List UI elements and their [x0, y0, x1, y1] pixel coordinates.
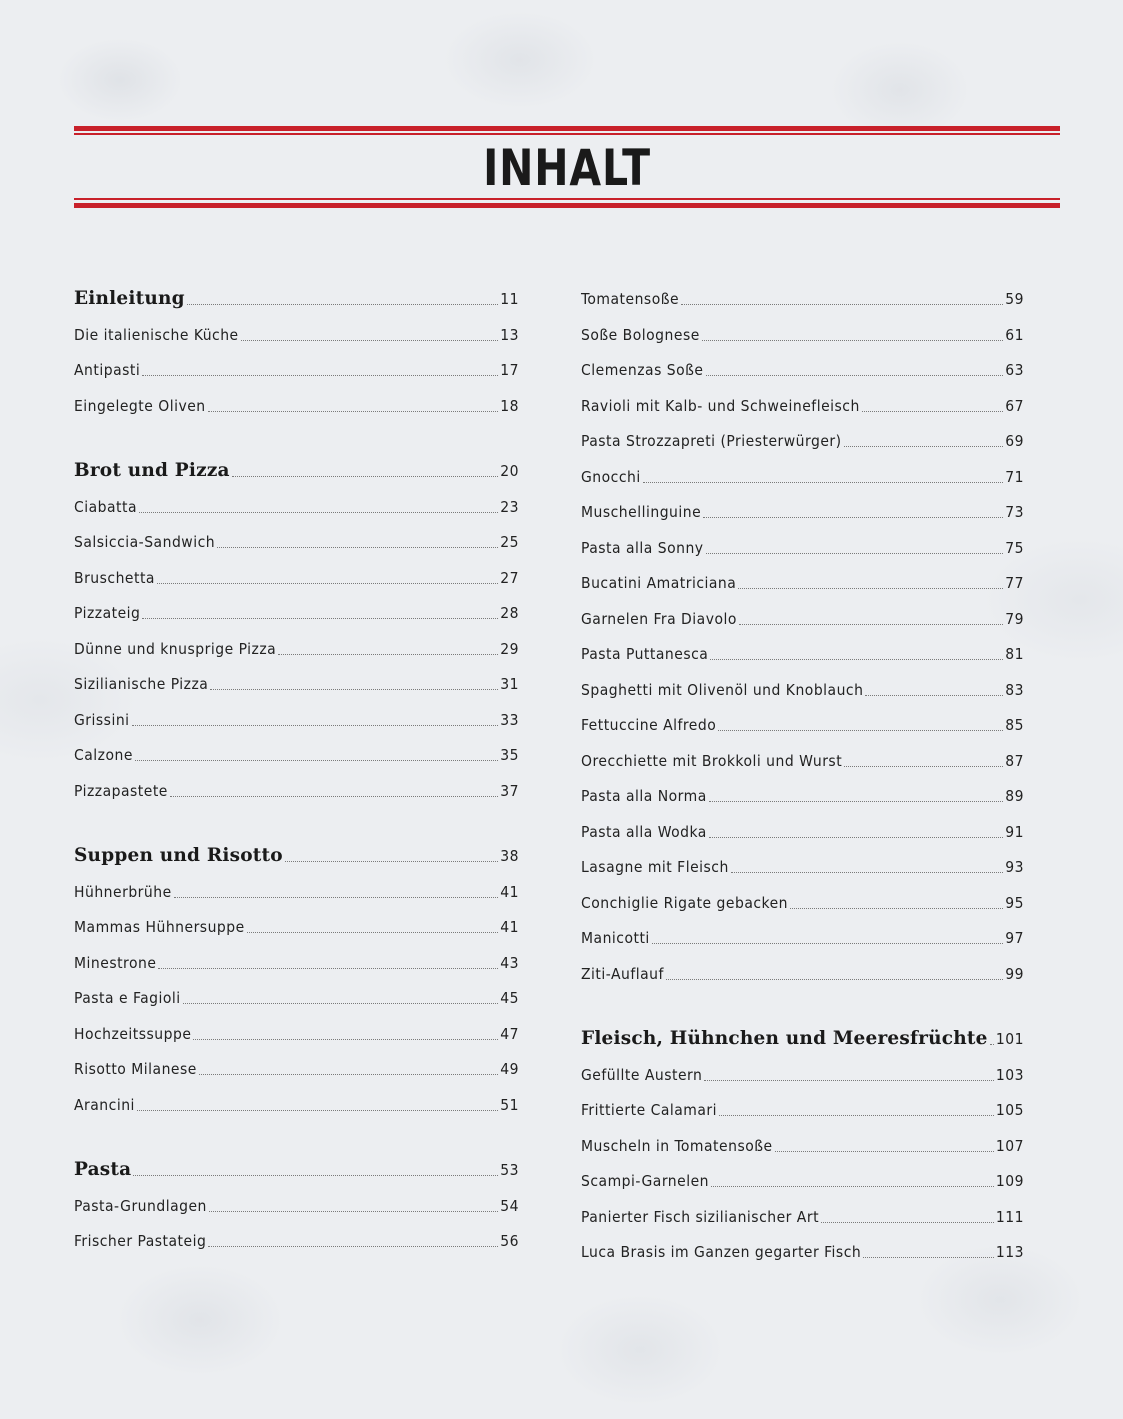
toc-dot-leader	[704, 1079, 994, 1081]
toc-entry-title: Fettuccine Alfredo	[581, 716, 717, 734]
toc-dot-leader	[133, 1174, 498, 1176]
toc-entry-title: Pasta e Fagioli	[74, 989, 181, 1007]
toc-entry-title: Sizilianische Pizza	[74, 675, 209, 693]
toc-dot-leader	[706, 374, 1004, 376]
toc-page-number: 37	[500, 781, 519, 800]
toc-dot-leader	[719, 1114, 994, 1116]
toc-entry	[74, 593, 519, 623]
toc-entry-title: Gefüllte Austern	[581, 1065, 703, 1084]
toc-page-number: 20	[500, 462, 519, 480]
toc-page-number: 95	[1005, 893, 1024, 912]
toc-page-number: 75	[1005, 538, 1024, 557]
toc-dot-leader	[137, 1109, 498, 1111]
toc-entry	[74, 1014, 519, 1044]
toc-page-number: 79	[1005, 609, 1024, 628]
toc-page-number: 25	[500, 533, 519, 551]
toc-section-title: Suppen und Risotto	[74, 845, 283, 866]
toc-page-number: 54	[500, 1196, 519, 1215]
toc-dot-leader	[790, 907, 1003, 909]
toc-page-number: 51	[500, 1095, 519, 1114]
toc-entry-title: Risotto Milanese	[74, 1060, 197, 1078]
toc-entry	[581, 634, 1024, 664]
toc-page-number: 41	[500, 882, 519, 901]
toc-entry	[581, 350, 1024, 380]
toc-page-number: 99	[1005, 964, 1024, 983]
toc-entry-title: Manicotti	[581, 929, 650, 947]
toc-page-number: 69	[1005, 432, 1024, 450]
toc-entry-title: Die italienische Küche	[74, 325, 239, 344]
toc-entry-title: Conchiglie Rigate gebacken	[581, 893, 788, 912]
toc-entry-title: Salsiccia-Sandwich	[74, 533, 216, 551]
toc-page-number: 97	[1005, 929, 1024, 947]
toc-entry-title: Spaghetti mit Olivenöl und Knoblauch	[581, 680, 864, 699]
toc-page-number: 18	[500, 396, 519, 415]
header-top-rule	[74, 126, 1060, 131]
toc-entry-title: Pasta-Grundlagen	[74, 1196, 207, 1215]
toc-entry-title: Hochzeitssuppe	[74, 1024, 192, 1043]
toc-entry	[581, 741, 1024, 771]
toc-page-number: 73	[1005, 503, 1024, 521]
toc-dot-leader	[652, 942, 1003, 944]
toc-entry-title: Bucatini Amatriciana	[581, 574, 737, 592]
toc-entry	[74, 907, 519, 937]
toc-dot-leader	[232, 475, 499, 477]
toc-entry	[74, 872, 519, 902]
toc-entry-title: Hühnerbrühe	[74, 882, 172, 901]
toc-dot-leader	[142, 374, 498, 376]
toc-dot-leader	[821, 1221, 994, 1223]
toc-entry-title: Grissini	[74, 710, 130, 729]
toc-page-number: 45	[500, 989, 519, 1007]
toc-dot-leader	[135, 759, 498, 761]
toc-entry	[74, 700, 519, 730]
toc-page-number: 89	[1005, 787, 1024, 805]
toc-dot-leader	[862, 410, 1003, 412]
toc-entry-title: Garnelen Fra Diavolo	[581, 609, 737, 628]
toc-dot-leader	[208, 1245, 498, 1247]
toc-entry-title: Pizzateig	[74, 604, 141, 622]
toc-dot-leader	[157, 582, 498, 584]
toc-dot-leader	[711, 1185, 994, 1187]
toc-entry	[581, 528, 1024, 558]
toc-entry-title: Bruschetta	[74, 568, 155, 587]
toc-dot-leader	[863, 1256, 994, 1258]
toc-page-number: 105	[995, 1101, 1024, 1119]
toc-section-heading	[74, 279, 519, 309]
toc-page-number: 67	[1005, 396, 1024, 415]
toc-entry-title: Clemenzas Soße	[581, 361, 704, 379]
toc-dot-leader	[738, 587, 1003, 589]
toc-section-title: Einleitung	[74, 288, 185, 309]
toc-dot-leader	[142, 617, 498, 619]
toc-entry	[581, 670, 1024, 700]
toc-page-number: 71	[1005, 467, 1024, 486]
toc-entry-title: Dünne und knusprige Pizza	[74, 639, 277, 658]
toc-section-title: Fleisch, Hühnchen und Meeresfrüchte	[581, 1028, 988, 1049]
toc-entry-title: Gnocchi	[581, 467, 641, 486]
toc-section-heading	[74, 451, 519, 481]
toc-entry-title: Minestrone	[74, 953, 157, 972]
toc-page-number: 107	[995, 1136, 1024, 1155]
header-bottom-rule	[74, 203, 1060, 208]
toc-page-number: 111	[995, 1207, 1024, 1226]
toc-entry-title: Eingelegte Oliven	[74, 396, 206, 415]
toc-entry	[74, 629, 519, 659]
toc-page-number: 87	[1005, 751, 1024, 770]
toc-dot-leader	[844, 445, 1004, 447]
toc-entry	[74, 487, 519, 517]
toc-entry	[581, 776, 1024, 806]
toc-page-number: 47	[500, 1024, 519, 1043]
toc-dot-leader	[666, 978, 1003, 980]
toc-section-title: Brot und Pizza	[74, 460, 230, 481]
toc-page-number: 17	[500, 361, 519, 379]
toc-entry	[581, 457, 1024, 487]
toc-dot-leader	[278, 653, 498, 655]
toc-dot-leader	[739, 623, 1003, 625]
toc-entry-title: Antipasti	[74, 361, 141, 379]
toc-page-number: 11	[500, 290, 519, 308]
toc-entry-title: Ciabatta	[74, 497, 138, 516]
toc-entry-title: Luca Brasis im Ganzen gegarter Fisch	[581, 1243, 862, 1261]
toc-page-number: 63	[1005, 361, 1024, 379]
toc-entry	[74, 522, 519, 552]
toc-entry	[581, 1161, 1024, 1191]
toc-page-number: 27	[500, 568, 519, 587]
toc-dot-leader	[844, 765, 1003, 767]
toc-page-number: 113	[995, 1243, 1024, 1261]
toc-dot-leader	[285, 860, 498, 862]
toc-entry	[74, 315, 519, 345]
toc-page-number: 83	[1005, 680, 1024, 699]
toc-dot-leader	[210, 688, 498, 690]
toc-entry-title: Tomatensoße	[581, 290, 680, 308]
toc-dot-leader	[209, 1210, 498, 1212]
toc-dot-leader	[170, 795, 498, 797]
toc-page-number: 109	[995, 1172, 1024, 1190]
toc-page-number: 38	[500, 847, 519, 865]
toc-dot-leader	[139, 511, 498, 513]
toc-entry-title: Frittierte Calamari	[581, 1101, 718, 1119]
toc-dot-leader	[199, 1073, 498, 1075]
toc-page-number: 85	[1005, 716, 1024, 734]
toc-entry-title: Orecchiette mit Brokkoli und Wurst	[581, 751, 843, 770]
toc-dot-leader	[865, 694, 1003, 696]
toc-entry	[581, 421, 1024, 451]
toc-entry-title: Ziti-Auflauf	[581, 964, 664, 983]
toc-page-number: 91	[1005, 822, 1024, 841]
toc-dot-leader	[193, 1038, 498, 1040]
toc-page-number: 23	[500, 497, 519, 516]
toc-dot-leader	[709, 836, 1003, 838]
toc-entry-title: Soße Bolognese	[581, 325, 700, 344]
toc-dot-leader	[731, 871, 1003, 873]
toc-dot-leader	[718, 729, 1003, 731]
toc-entry	[74, 1085, 519, 1115]
toc-entry-title: Arancini	[74, 1095, 135, 1114]
toc-entry-title: Muscheln in Tomatensoße	[581, 1136, 773, 1155]
toc-section-heading	[581, 1019, 1024, 1049]
toc-entry-title: Calzone	[74, 746, 133, 764]
toc-entry	[581, 563, 1024, 593]
toc-dot-leader	[703, 516, 1003, 518]
toc-page-number: 77	[1005, 574, 1024, 592]
toc-dot-leader	[132, 724, 499, 726]
toc-entry	[581, 847, 1024, 877]
toc-dot-leader	[990, 1043, 994, 1045]
toc-entry	[74, 735, 519, 765]
toc-entry-title: Pasta alla Wodka	[581, 822, 707, 841]
toc-entry	[74, 943, 519, 973]
toc-entry	[581, 918, 1024, 948]
toc-entry-title: Ravioli mit Kalb- und Schweinefleisch	[581, 396, 860, 415]
toc-entry	[74, 771, 519, 801]
toc-page-number: 61	[1005, 325, 1024, 344]
toc-page-number: 28	[500, 604, 519, 622]
toc-dot-leader	[643, 481, 1004, 483]
toc-page-number: 49	[500, 1060, 519, 1078]
toc-entry	[74, 1221, 519, 1251]
toc-entry-title: Pasta Puttanesca	[581, 645, 709, 663]
toc-page-number: 43	[500, 953, 519, 972]
toc-page-number: 29	[500, 639, 519, 658]
toc-dot-leader	[183, 1002, 499, 1004]
toc-dot-leader	[208, 410, 499, 412]
toc-entry-title: Pasta alla Sonny	[581, 538, 704, 557]
toc-dot-leader	[775, 1150, 994, 1152]
toc-section-heading	[74, 1150, 519, 1180]
toc-entry	[581, 279, 1024, 309]
toc-entry-title: Frischer Pastateig	[74, 1232, 207, 1250]
toc-dot-leader	[217, 546, 498, 548]
toc-page-number: 35	[500, 746, 519, 764]
toc-entry-title: Pasta alla Norma	[581, 787, 707, 805]
toc-entry	[581, 1055, 1024, 1085]
toc-page-number: 56	[500, 1232, 519, 1250]
toc-entry	[581, 812, 1024, 842]
toc-section-title: Pasta	[74, 1159, 132, 1180]
toc-dot-leader	[247, 931, 499, 933]
toc-entry-title: Pasta Strozzapreti (Priesterwürger)	[581, 432, 842, 450]
toc-entry	[581, 883, 1024, 913]
toc-page-number: 59	[1005, 290, 1024, 308]
toc-entry-title: Pizzapastete	[74, 781, 168, 800]
toc-entry-title: Panierter Fisch sizilianischer Art	[581, 1207, 820, 1226]
toc-dot-leader	[187, 303, 498, 305]
toc-entry	[74, 558, 519, 588]
toc-entry	[581, 492, 1024, 522]
toc-dot-leader	[174, 896, 499, 898]
toc-dot-leader	[241, 339, 499, 341]
toc-page-number: 101	[995, 1030, 1024, 1048]
toc-page-number: 103	[995, 1065, 1024, 1084]
toc-dot-leader	[158, 967, 498, 969]
toc-entry	[74, 350, 519, 380]
toc-entry-title: Lasagne mit Fleisch	[581, 858, 729, 876]
toc-entry-title: Scampi-Garnelen	[581, 1172, 710, 1190]
toc-entry	[581, 599, 1024, 629]
toc-entry	[581, 1090, 1024, 1120]
toc-entry-title: Muschellinguine	[581, 503, 702, 521]
toc-entry	[581, 1126, 1024, 1156]
toc-entry	[74, 1186, 519, 1216]
toc-page-number: 93	[1005, 858, 1024, 876]
toc-page-number: 41	[500, 918, 519, 936]
toc-page-number: 53	[500, 1161, 519, 1179]
toc-entry	[74, 386, 519, 416]
toc-entry	[581, 954, 1024, 984]
toc-dot-leader	[706, 552, 1004, 554]
toc-entry-title: Mammas Hühnersuppe	[74, 918, 245, 936]
toc-dot-leader	[702, 339, 1003, 341]
page-title: INHALT	[483, 139, 651, 197]
toc-entry	[581, 315, 1024, 345]
toc-page-number: 81	[1005, 645, 1024, 663]
toc-dot-leader	[709, 800, 1003, 802]
toc-entry	[74, 978, 519, 1008]
toc-entry	[74, 1049, 519, 1079]
toc-entry	[581, 1197, 1024, 1227]
toc-page-number: 31	[500, 675, 519, 693]
toc-entry	[581, 705, 1024, 735]
toc-page-number: 33	[500, 710, 519, 729]
toc-entry	[581, 1232, 1024, 1262]
toc-page-number: 13	[500, 325, 519, 344]
toc-dot-leader	[681, 303, 1003, 305]
toc-entry	[581, 386, 1024, 416]
toc-dot-leader	[710, 658, 1003, 660]
toc-section-heading	[74, 836, 519, 866]
page-header	[74, 126, 1060, 208]
toc-entry	[74, 664, 519, 694]
